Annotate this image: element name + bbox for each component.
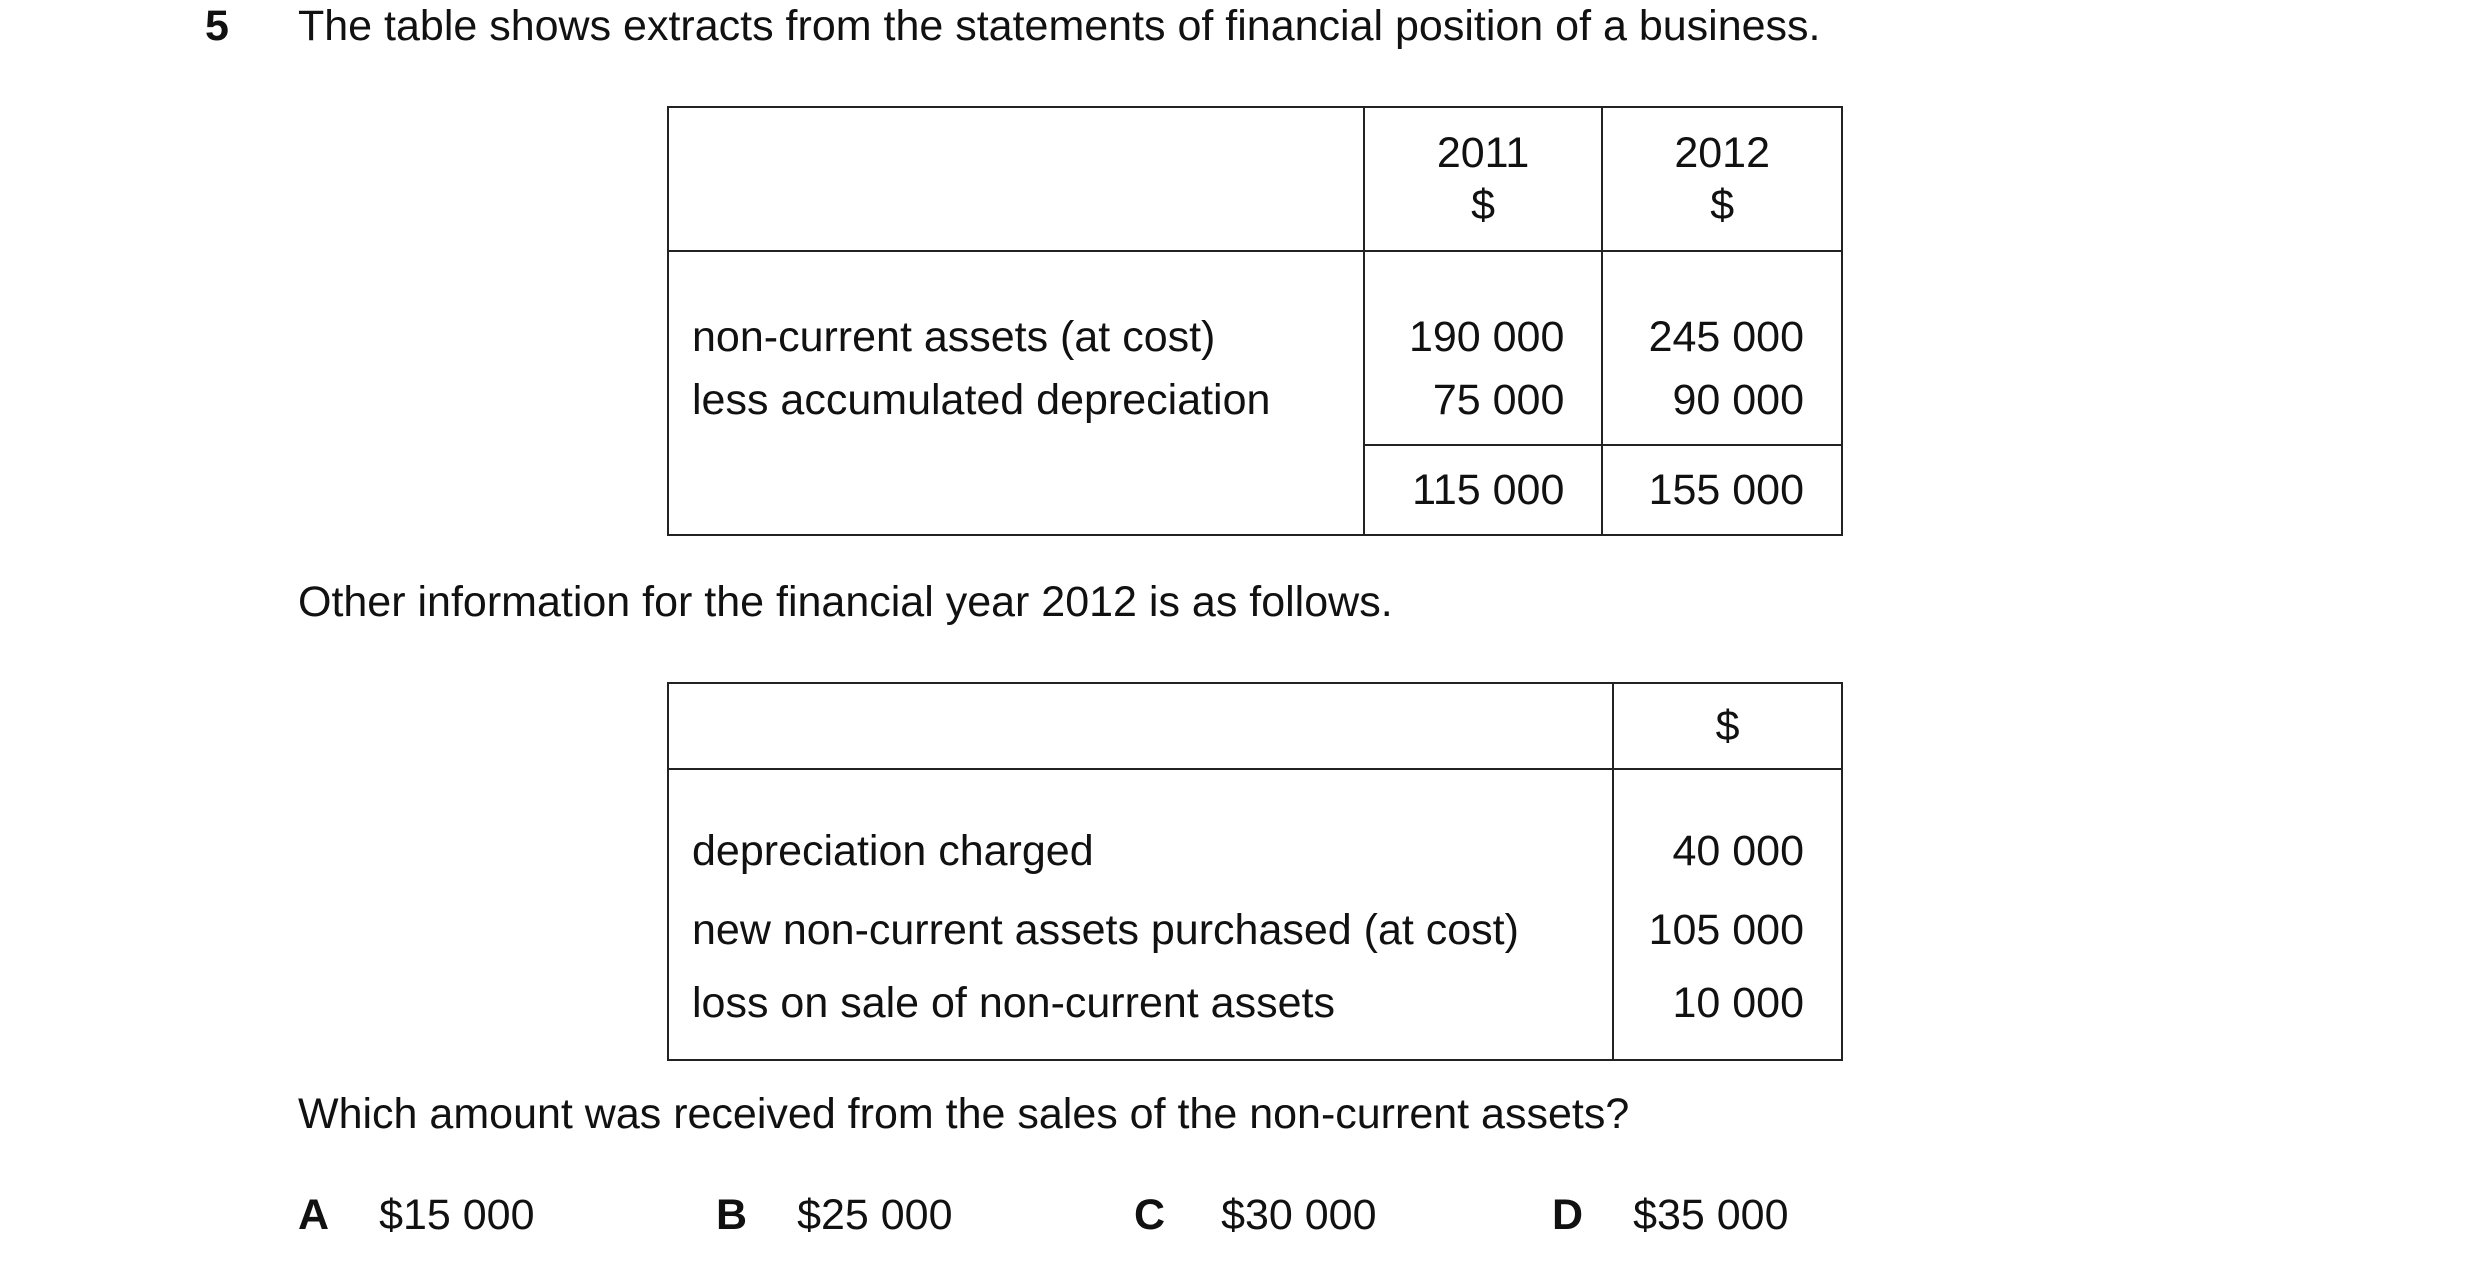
row-label — [668, 445, 1364, 535]
option-letter: D — [1552, 1191, 1584, 1239]
unit-label: $ — [1710, 181, 1735, 229]
row-value: 10 000 — [1613, 975, 1842, 1060]
header-blank-cell — [668, 683, 1613, 769]
year-label: 2011 — [1436, 129, 1530, 177]
table-row — [668, 886, 1842, 975]
option-letter: A — [298, 1191, 330, 1239]
financial-position-table — [667, 106, 1843, 536]
question-prompt: Which amount was received from the sales of the non-current assets? — [298, 1090, 1630, 1138]
value-2012: 90 000 — [1602, 376, 1842, 445]
year-label: 2012 — [1674, 129, 1771, 177]
option-value: $35 000 — [1633, 1191, 1789, 1239]
table-header-row — [668, 107, 1842, 251]
option-value: $30 000 — [1221, 1191, 1377, 1239]
value-2011: 115 000 — [1364, 445, 1603, 535]
table-row — [668, 251, 1842, 376]
header-unit: $ — [1613, 683, 1842, 769]
row-label: loss on sale of non-current assets — [692, 979, 1335, 1027]
value-2011: 190 000 — [1364, 251, 1603, 376]
row-value: 40 000 — [1613, 769, 1842, 886]
option-d[interactable] — [1552, 1191, 1789, 1240]
header-2012 — [1602, 107, 1842, 251]
table-row — [668, 376, 1842, 445]
table-row — [668, 975, 1842, 1060]
option-letter: C — [1134, 1191, 1166, 1239]
option-b[interactable] — [716, 1191, 953, 1240]
option-letter: B — [716, 1191, 748, 1239]
table-header-row — [668, 683, 1842, 769]
question-number: 5 — [205, 2, 229, 50]
row-label: non-current assets (at cost) — [692, 313, 1216, 361]
value-2012: 155 000 — [1602, 445, 1842, 535]
other-information-intro: Other information for the financial year 2012 is as follows. — [298, 578, 1393, 626]
table-row — [668, 769, 1842, 886]
option-a[interactable] — [298, 1191, 535, 1240]
header-blank-cell — [668, 107, 1364, 251]
option-c[interactable] — [1134, 1191, 1377, 1240]
option-value: $25 000 — [797, 1191, 953, 1239]
row-label: depreciation charged — [692, 827, 1094, 875]
table-row-total — [668, 445, 1842, 535]
other-information-table — [667, 682, 1843, 1061]
row-label: new non-current assets purchased (at cost) — [692, 906, 1519, 954]
option-value: $15 000 — [379, 1191, 535, 1239]
value-2012: 245 000 — [1602, 251, 1842, 376]
value-2011: 75 000 — [1364, 376, 1603, 445]
row-value: 105 000 — [1613, 886, 1842, 975]
row-label: less accumulated depreciation — [692, 376, 1271, 424]
question-stem: The table shows extracts from the statements of financial position of a business. — [298, 2, 1821, 50]
unit-label: $ — [1471, 181, 1496, 229]
header-2011 — [1364, 107, 1603, 251]
